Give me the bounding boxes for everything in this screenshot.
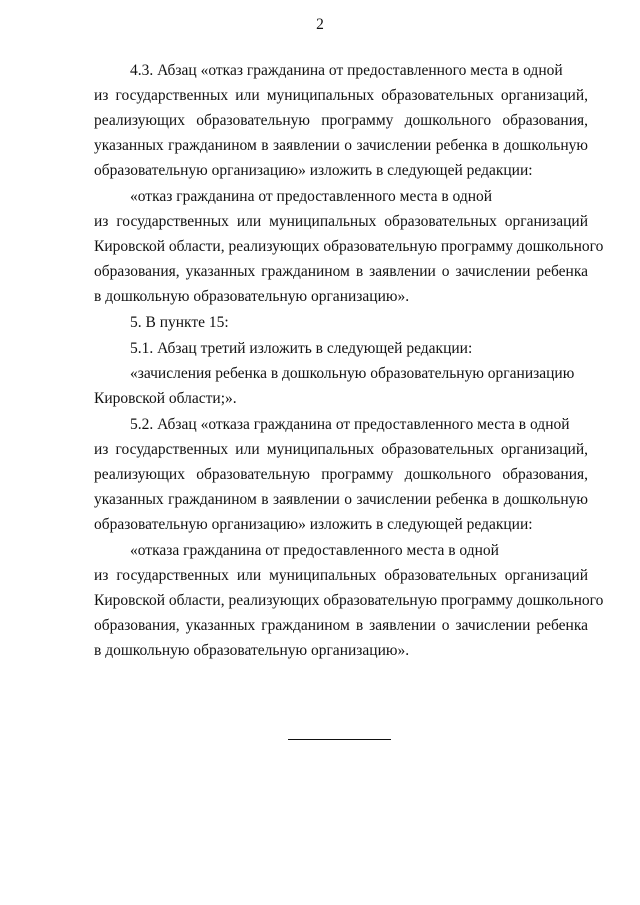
paragraph-line: в дошкольную образовательную организацию». [94, 288, 410, 305]
paragraph-line: реализующих образовательную программу дошкольного образования, [94, 466, 588, 483]
paragraph-line: образовательную организацию» изложить в следующей редакции: [94, 516, 533, 533]
paragraph-line: из государственных или муниципальных образовательных организаций [94, 567, 588, 584]
paragraph-line: образования, указанных гражданином в заявлении о зачислении ребенка [94, 263, 588, 280]
paragraph-line: реализующих образовательную программу дошкольного образования, [94, 112, 588, 129]
paragraph-line: «отказа гражданина от предоставленного места в одной [130, 542, 499, 559]
paragraph-line: в дошкольную образовательную организацию». [94, 642, 410, 659]
paragraph-line: «зачисления ребенка в дошкольную образовательную организацию [130, 365, 575, 382]
paragraph-line: 5.1. Абзац третий изложить в следующей редакции: [130, 340, 473, 357]
paragraph-line: 4.3. Абзац «отказ гражданина от предоставленного места в одной [130, 62, 563, 79]
paragraph-line: указанных гражданином в заявлении о зачислении ребенка в дошкольную [94, 137, 588, 154]
paragraph-line: указанных гражданином в заявлении о зачислении ребенка в дошкольную [94, 491, 588, 508]
paragraph-line: образования, указанных гражданином в заявлении о зачислении ребенка [94, 617, 588, 634]
paragraph-line: из государственных или муниципальных образовательных организаций [94, 213, 588, 230]
paragraph-line: образовательную организацию» изложить в следующей редакции: [94, 162, 533, 179]
paragraph-line: из государственных или муниципальных образовательных организаций, [94, 87, 588, 104]
end-separator-line [288, 739, 391, 740]
paragraph-line: 5. В пункте 15: [130, 314, 229, 331]
paragraph-line: 5.2. Абзац «отказа гражданина от предоставленного места в одной [130, 416, 570, 433]
paragraph-line: Кировской области, реализующих образовательную программу дошкольного [94, 238, 604, 255]
page-number: 2 [316, 16, 324, 33]
paragraph-line: «отказ гражданина от предоставленного места в одной [130, 188, 493, 205]
paragraph-line: Кировской области, реализующих образовательную программу дошкольного [94, 592, 604, 609]
paragraph-line: из государственных или муниципальных образовательных организаций, [94, 441, 588, 458]
paragraph-line: Кировской области;». [94, 390, 237, 407]
